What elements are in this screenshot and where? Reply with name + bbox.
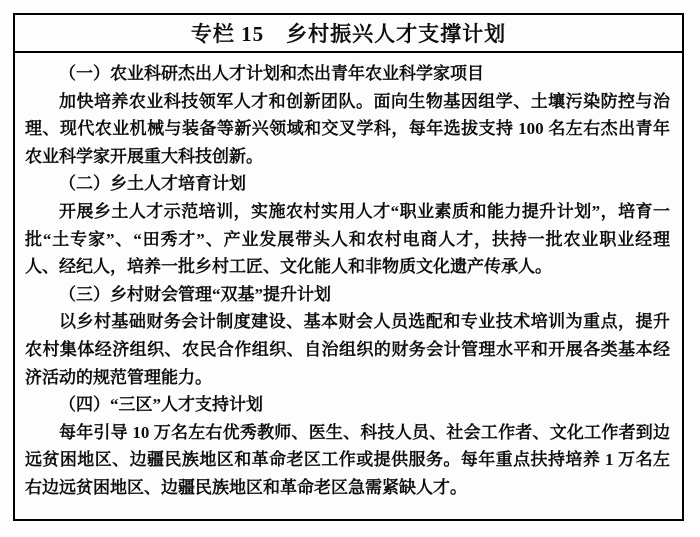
box-title-bar: [15, 15, 682, 53]
box-title: 专栏 15 乡村振兴人才支撑计划: [190, 22, 507, 46]
column-box: [13, 13, 684, 521]
section-1-heading: （一）农业科研杰出人才计划和杰出青年农业科学家项目: [59, 64, 484, 83]
section-4-body: 每年引导 10 万名左右优秀教师、医生、科技人员、社会工作者、文化工作者到边远贫困地区、边疆民族地区和革命老区工作或提供服务。每年重点扶持培养 1 万名左右边远贫困地区、边疆民族地区和革命老区急需紧缺人才。: [25, 422, 670, 497]
section-2-body: 开展乡土人才示范培训，实施农村实用人才“职业素质和能力提升计划”，培育一批“土专家”、“田秀才”、产业发展带头人和农村电商人才，扶持一批农业职业经理人、经纪人，培养一批乡村工匠、文化能人和非物质文化遗产传承人。: [25, 201, 670, 277]
section-3-heading: （三）乡村财会管理“双基”提升计划: [59, 284, 331, 304]
section-3-body: 以乡村基础财务会计制度建设、基本财会人员选配和专业技术培训为重点，提升农村集体经济组织、农民合作组织、自治组织的财务会计管理水平和开展各类基本经济活动的规范管理能力。: [25, 312, 670, 387]
section-2-heading: （二）乡土人才培育计划: [59, 174, 246, 194]
box-body: [15, 53, 682, 502]
section-4-heading: （四）“三区”人才支持计划: [59, 395, 263, 415]
section-1-body: 加快培养农业科技领军人才和创新团队。面向生物基因组学、土壤污染防控与治理、现代农业机械与装备等新兴领域和交叉学科，每年选拔支持 100 名左右杰出青年农业科学家开展重大科技创新。: [25, 91, 670, 166]
